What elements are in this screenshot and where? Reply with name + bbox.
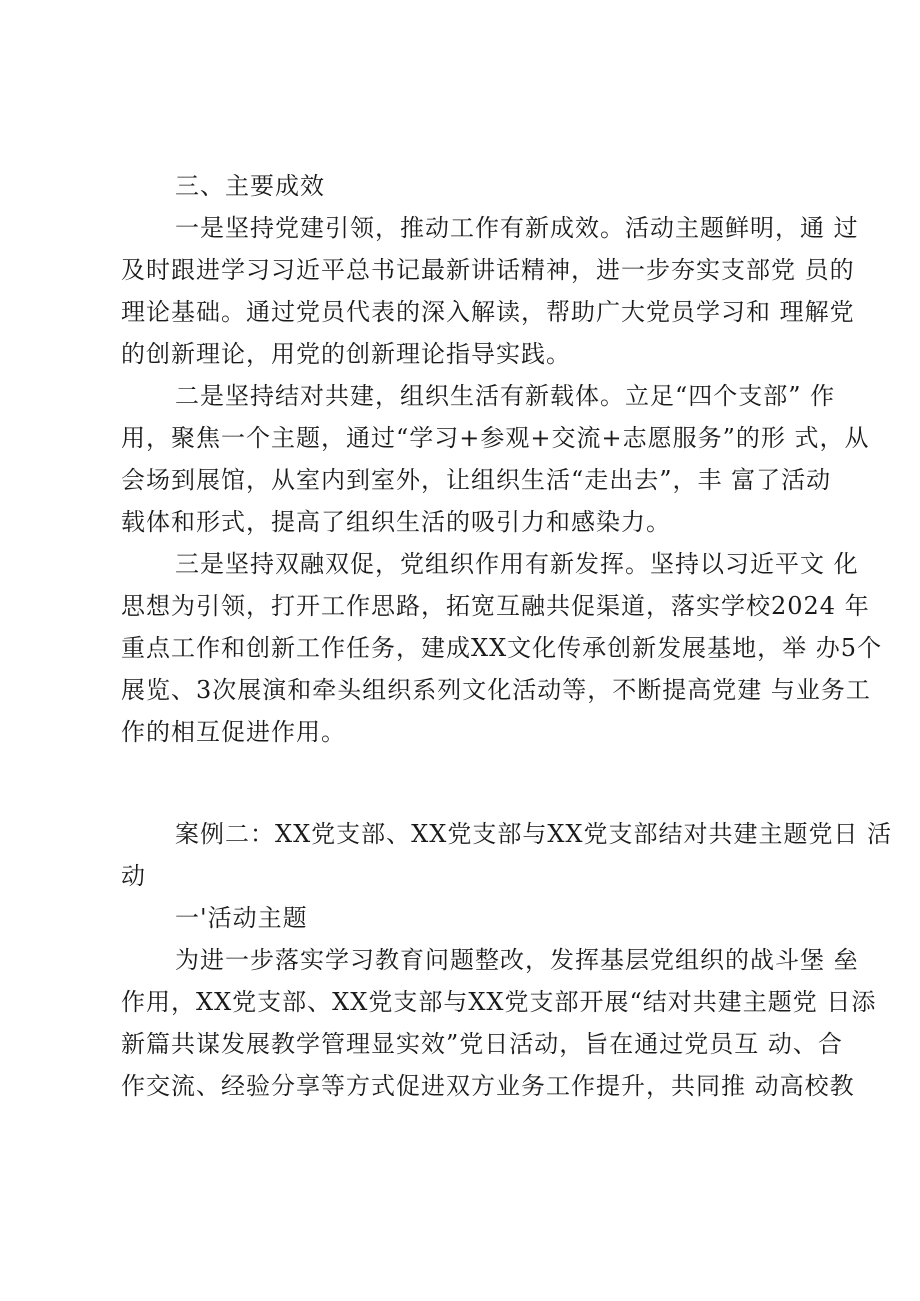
paragraph-line: 重点工作和创新工作任务，建成XX文化传承创新发展基地，举 办5个 (121, 634, 883, 662)
paragraph-line: 用，聚焦一个主题，通过“学习+参观+交流+志愿服务”的形 式，从 (121, 424, 870, 452)
paragraph-line: 及时跟进学习习近平总书记最新讲话精神，进一步夯实支部党 员的 (121, 256, 855, 284)
paragraph-line: 新篇共谋发展教学管理显实效”党日活动，旨在通过党员互 动、合 (121, 1030, 843, 1058)
case-title: 案例二：XX党支部、XX党支部与XX党支部结对共建主题党日 活 (175, 820, 893, 848)
paragraph-line: 作的相互促进作用。 (121, 718, 346, 746)
paragraph-line: 三是坚持双融双促，党组织作用有新发挥。坚持以习近平文 化 (175, 550, 859, 578)
paragraph-line: 载体和形式，提高了组织生活的吸引力和感染力。 (121, 508, 671, 536)
paragraph-line: 一是坚持党建引领，推动工作有新成效。活动主题鲜明，通 过 (175, 214, 859, 242)
section-heading: 三、主要成效 (175, 172, 325, 200)
sub-heading: 一'活动主题 (175, 904, 308, 932)
paragraph-line: 二是坚持结对共建，组织生活有新载体。立足“四个支部” 作 (175, 382, 836, 410)
paragraph-line: 思想为引领，打开工作思路，拓宽互融共促渠道，落实学校2024 年 (121, 592, 870, 620)
paragraph-line: 展览、3次展演和牵头组织系列文化活动等，不断提高党建 与业务工 (121, 676, 871, 704)
paragraph-line: 为进一步落实学习教育问题整改，发挥基层党组织的战斗堡 垒 (175, 946, 859, 974)
paragraph-line: 理论基础。通过党员代表的深入解读，帮助广大党员学习和 理解党 (121, 298, 855, 326)
paragraph-line: 作交流、经验分享等方式促进双方业务工作提升，共同推 动高校教 (121, 1072, 855, 1100)
paragraph-line: 会场到展馆，从室内到室外，让组织生活“走出去”，丰 富了活动 (121, 466, 832, 494)
paragraph-line: 作用，XX党支部、XX党支部与XX党支部开展“结对共建主题党 日添 (121, 988, 877, 1016)
paragraph-line: 的创新理论，用党的创新理论指导实践。 (121, 340, 571, 368)
case-title: 动 (121, 862, 146, 890)
